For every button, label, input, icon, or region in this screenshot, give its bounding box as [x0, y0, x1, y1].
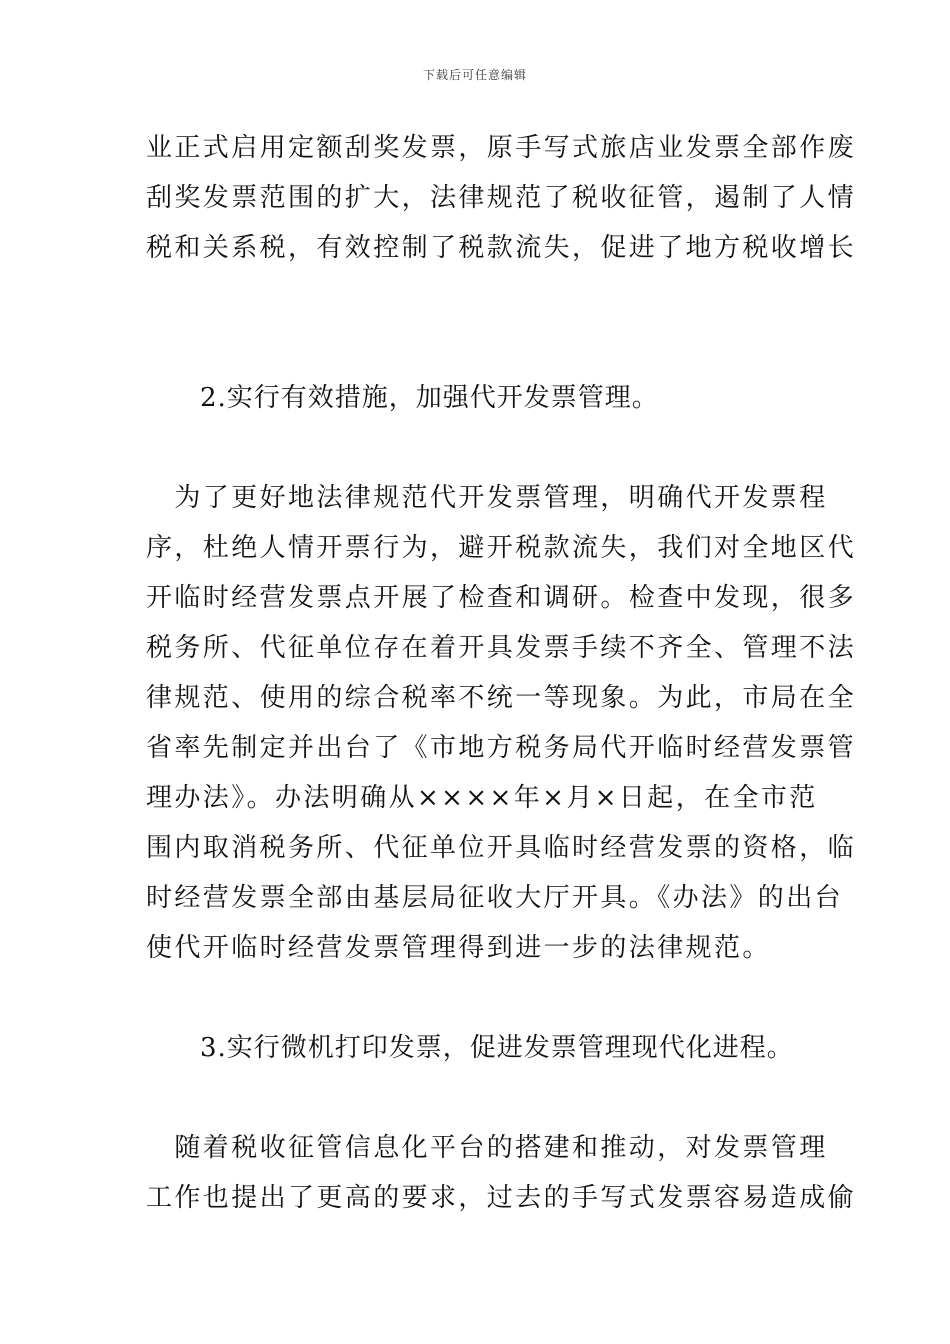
body-line: 省率先制定并出台了《市地方税务局代开临时经营发票管	[146, 733, 857, 763]
page-header: 下载后可任意编辑	[422, 68, 527, 82]
body-line: 理办法》。办法明确从××××年×月×日起，在全市范	[146, 783, 818, 813]
section-heading: 3.实行微机打印发票，促进发票管理现代化进程。	[200, 1033, 794, 1063]
section-heading: 2.实行有效措施，加强代开发票管理。	[200, 383, 659, 413]
body-line: 时经营发票全部由基层局征收大厅开具。《办法》的出台	[146, 883, 844, 913]
body-line: 律规范、使用的综合税率不统一等现象。为此，市局在全	[146, 683, 857, 713]
body-line: 使代开临时经营发票管理得到进一步的法律规范。	[146, 933, 771, 963]
body-line: 税务所、代征单位存在着开具发票手续不齐全、管理不法	[146, 633, 857, 663]
body-line: 为了更好地法律规范代开发票管理，明确代开发票程	[146, 483, 828, 513]
body-line: 业正式启用定额刮奖发票，原手写式旅店业发票全部作废	[146, 133, 857, 163]
body-line: 围内取消税务所、代征单位开具临时经营发票的资格，临	[146, 833, 857, 863]
body-line: 税和关系税，有效控制了税款流失，促进了地方税收增长	[146, 233, 857, 263]
body-line: 工作也提出了更高的要求，过去的手写式发票容易造成偷	[146, 1183, 857, 1213]
body-line: 序，杜绝人情开票行为，避开税款流失，我们对全地区代	[146, 533, 857, 563]
body-line: 刮奖发票范围的扩大，法律规范了税收征管，遏制了人情	[146, 183, 857, 213]
body-line: 开临时经营发票点开展了检查和调研。检查中发现，很多	[146, 583, 857, 613]
body-line: 随着税收征管信息化平台的搭建和推动，对发票管理	[146, 1133, 828, 1163]
